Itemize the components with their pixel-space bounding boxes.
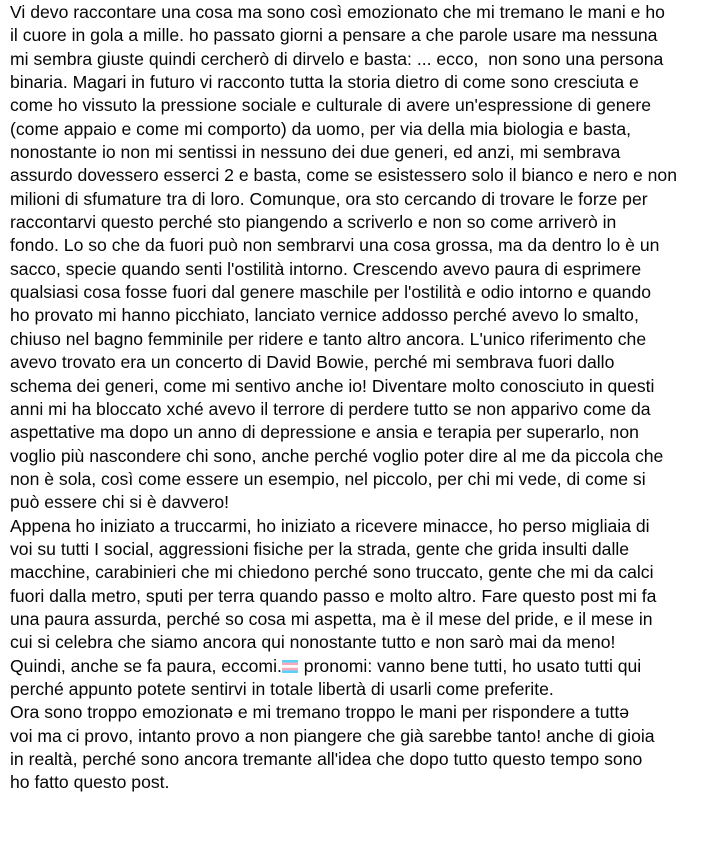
text-line: fuori dalla metro, sputi per terra quando passo e molto altro. Fare questo post mi fa	[10, 585, 657, 606]
text-line: nonostante io non mi sentissi in nessuno dei due generi, ed anzi, mi sembrava	[10, 142, 621, 163]
text-line: milioni di sfumature tra di loro. Comunque, ora sto cercando di trovare le forze per	[10, 188, 648, 209]
text-line: ho provato mi hanno picchiato, lanciato vernice addosso perché avevo lo smalto,	[10, 305, 639, 326]
text-line: Vi devo raccontare una cosa ma sono così emozionato che mi tremano le mani e ho	[10, 2, 665, 22]
flag-line	[10, 655, 725, 678]
text-line: cui si celebra che siamo ancora qui nonostante tutto e non sarò mai da meno!	[10, 632, 616, 653]
text-line: in realtà, perché sono ancora tremante all'idea che dopo tutto questo tempo sono	[10, 749, 643, 769]
text-line: macchine, carabinieri che mi chiedono perché sono truccato, gente che mi da calci	[10, 562, 654, 583]
text-line: ho fatto questo post.	[10, 772, 170, 793]
text-line: voglio più nascondere chi sono, anche perché voglio poter dire al me da piccola che	[10, 445, 664, 466]
text-line: (come appaio e come mi comporto) da uomo, per via della mia biologia e basta,	[10, 118, 631, 139]
transgender-flag-icon	[282, 660, 298, 673]
text-line: mi sembra giuste quindi cercherò di dirvelo e basta: ... ecco, non sono una persona	[10, 48, 664, 69]
text-line: fondo. Lo so che da fuori può non sembrarvi una cosa grossa, ma da dentro lo è un	[10, 235, 660, 256]
flag-line-before: Quindi, anche se fa paura, eccomi.	[10, 655, 282, 676]
text-line: chiuso nel bagno femminile per ridere e tanto altro ancora. L'unico riferimento che	[10, 328, 647, 349]
text-line: raccontarvi questo perché sto piangendo a scriverlo e non so come arriverò in	[10, 212, 617, 233]
text-line: come ho vissuto la pressione sociale e culturale di avere un'espressione di genere	[10, 95, 652, 116]
text-line: anni mi ha bloccato xché avevo il terrore di perdere tutto se non apparivo come da	[10, 398, 651, 419]
paragraph-lines-after	[10, 678, 725, 795]
text-line: qualsiasi cosa fosse fuori dal genere maschile per l'ostilità e odio intorno e quando	[10, 282, 652, 303]
flag-line-after: pronomi: vanno bene tutti, ho usato tutti qui	[298, 655, 642, 676]
text-line: può essere chi si è davvero!	[10, 492, 230, 513]
paragraph-lines	[10, 1, 725, 655]
text-line: schema dei generi, come mi sentivo anche io! Diventare molto conosciuto in questi	[10, 375, 655, 396]
text-line: assurdo dovessero esserci 2 e basta, come se esistessero solo il bianco e nero e non	[10, 165, 677, 186]
text-line: perché appunto potete sentirvi in totale libertà di usarli come preferite.	[10, 678, 554, 699]
text-line: voi su tutti I social, aggressioni fisiche per la strada, gente che grida insulti dalle	[10, 538, 630, 559]
text-line: il cuore in gola a mille. ho passato giorni a pensare a che parole usare ma nessuna	[10, 25, 658, 46]
text-line: sacco, specie quando senti l'ostilità intorno. Crescendo avevo paura di esprimere	[10, 258, 642, 279]
text-line: binaria. Magari in futuro vi racconto tutta la storia dietro di come sono cresciuta e	[10, 72, 639, 93]
text-line: una paura assurda, perché so cosa mi aspetta, ma è il mese del pride, e il mese in	[10, 608, 653, 629]
text-line: aspettative ma dopo un anno di depressione e ansia e terapia per superarlo, non	[10, 422, 639, 443]
text-line: voi ma ci provo, intanto provo a non piangere che già sarebbe tanto! anche di gioia	[10, 725, 655, 746]
text-line: non è sola, così come essere un esempio, nel piccolo, per chi mi vede, di come si	[10, 468, 646, 489]
text-line: Ora sono troppo emozionatə e mi tremano troppo le mani per rispondere a tuttə	[10, 702, 630, 723]
text-line: avevo trovato era un concerto di David Bowie, perché mi sembrava fuori dallo	[10, 352, 615, 373]
text-line: Appena ho iniziato a truccarmi, ho iniziato a ricevere minacce, ho perso migliaia di	[10, 515, 650, 536]
